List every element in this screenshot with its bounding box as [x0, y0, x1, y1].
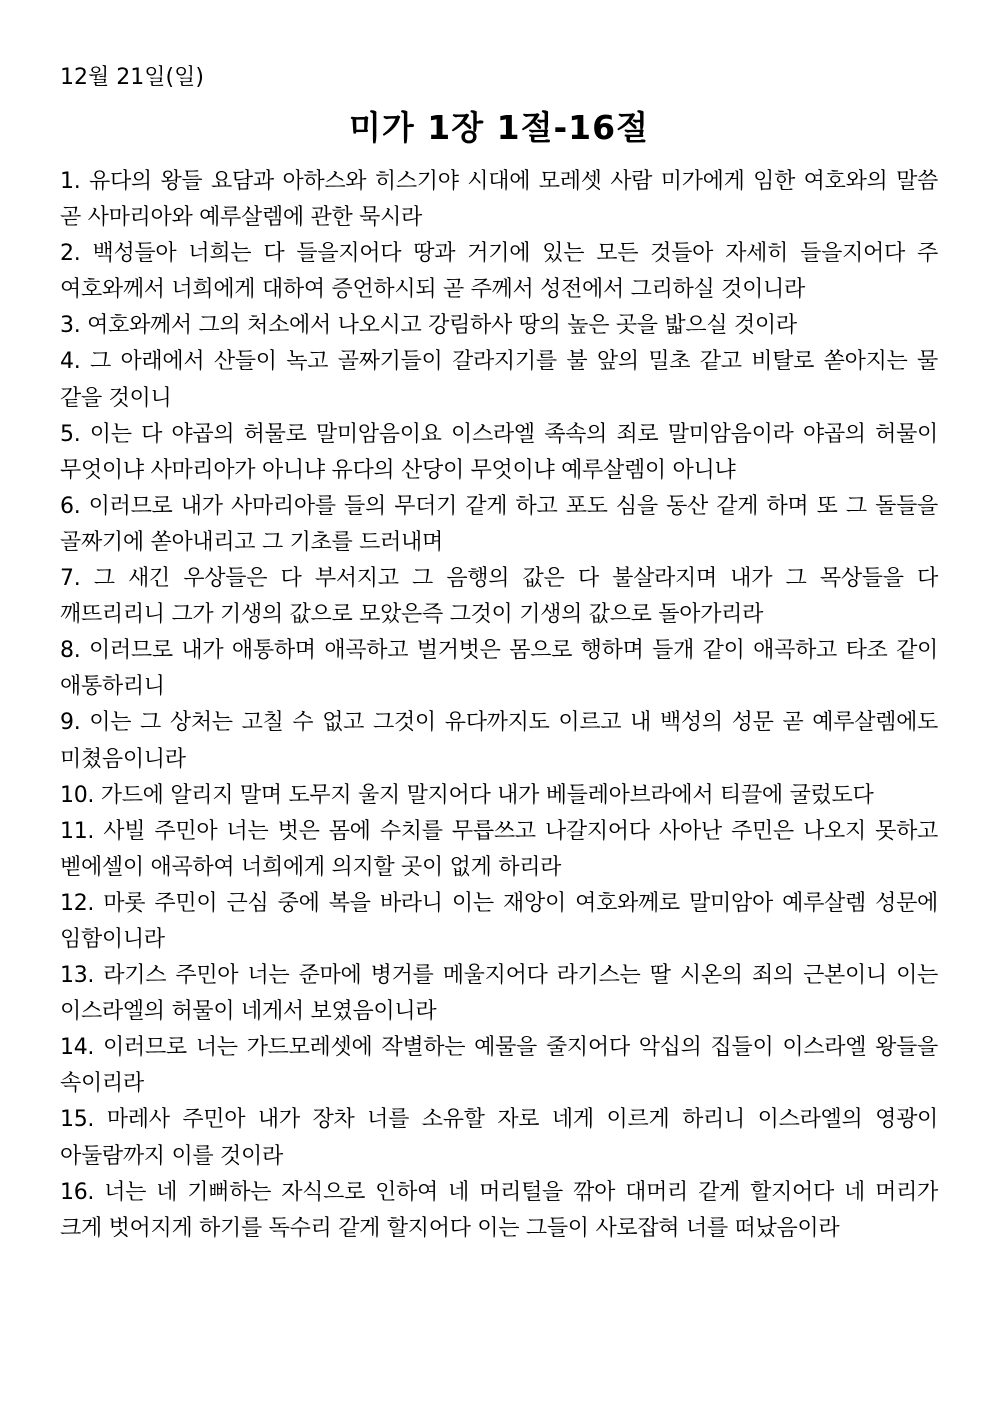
verse-14: 14. 이러므로 너는 가드모레셋에 작별하는 예물을 줄지어다 악십의 집들이 이스라엘 왕들을 속이리라 — [60, 1035, 938, 1097]
passage-title: 미가 1장 1절-16절 — [349, 108, 649, 147]
verse-11: 11. 사빌 주민아 너는 벗은 몸에 수치를 무릅쓰고 나갈지어다 사아난 주민은 나오지 못하고 벧에셀이 애곡하여 너희에게 의지할 곳이 없게 하리라 — [60, 818, 938, 880]
verse-5: 5. 이는 다 야곱의 허물로 말미암음이요 이스라엘 족속의 죄로 말미암음이라 야곱의 허물이 무엇이냐 사마리아가 아니냐 유다의 산당이 무엇이냐 예루살렘이 아니냐 — [60, 421, 938, 483]
verse-2: 2. 백성들아 너희는 다 들을지어다 땅과 거기에 있는 모든 것들아 자세히 들을지어다 주 여호와께서 너희에게 대하여 증언하시되 곧 주께서 성전에서 그리하실 것이니라 — [60, 241, 938, 303]
verse-7: 7. 그 새긴 우상들은 다 부서지고 그 음행의 값은 다 불살라지며 내가 그 목상들을 다 깨뜨리리니 그가 기생의 값으로 모았은즉 그것이 기생의 값으로 돌아가리라 — [60, 566, 938, 628]
verse-4: 4. 그 아래에서 산들이 녹고 골짜기들이 갈라지기를 불 앞의 밀초 같고 비탈로 쏟아지는 물 같을 것이니 — [60, 349, 938, 411]
verse-12: 12. 마롯 주민이 근심 중에 복을 바라니 이는 재앙이 여호와께로 말미암아 예루살렘 성문에 임함이니라 — [60, 890, 938, 952]
verse-15: 15. 마레사 주민아 내가 장차 너를 소유할 자로 네게 이르게 하리니 이스라엘의 영광이 아둘람까지 이를 것이라 — [60, 1107, 938, 1169]
verse-16: 16. 너는 네 기뻐하는 자식으로 인하여 네 머리털을 깎아 대머리 같게 할지어다 네 머리가 크게 벗어지게 하기를 독수리 같게 할지어다 이는 그들이 사로잡혀 너를 떠났음이라 — [60, 1179, 938, 1241]
verse-10: 10. 가드에 알리지 말며 도무지 울지 말지어다 내가 베들레아브라에서 티끌에 굴렀도다 — [60, 782, 874, 808]
verse-9: 9. 이는 그 상처는 고칠 수 없고 그것이 유다까지도 이르고 내 백성의 성문 곧 예루살렘에도 미쳤음이니라 — [60, 710, 938, 772]
verse-1: 1. 유다의 왕들 요담과 아하스와 히스기야 시대에 모레셋 사람 미가에게 임한 여호와의 말씀 곧 사마리아와 예루살렘에 관한 묵시라 — [60, 169, 938, 231]
verse-list — [60, 164, 938, 1247]
verse-6: 6. 이러므로 내가 사마리아를 들의 무더기 같게 하고 포도 심을 동산 같게 하며 또 그 돌들을 골짜기에 쏟아내리고 그 기초를 드러내며 — [60, 493, 938, 555]
verse-3: 3. 여호와께서 그의 처소에서 나오시고 강림하사 땅의 높은 곳을 밟으실 것이라 — [60, 313, 797, 339]
document-page — [60, 60, 938, 1247]
verse-8: 8. 이러므로 내가 애통하며 애곡하고 벌거벗은 몸으로 행하며 들개 같이 애곡하고 타조 같이 애통하리니 — [60, 638, 938, 700]
reading-date: 12월 21일(일) — [60, 65, 204, 90]
verse-13: 13. 라기스 주민아 너는 준마에 병거를 메울지어다 라기스는 딸 시온의 죄의 근본이니 이는 이스라엘의 허물이 네게서 보였음이니라 — [60, 963, 938, 1025]
